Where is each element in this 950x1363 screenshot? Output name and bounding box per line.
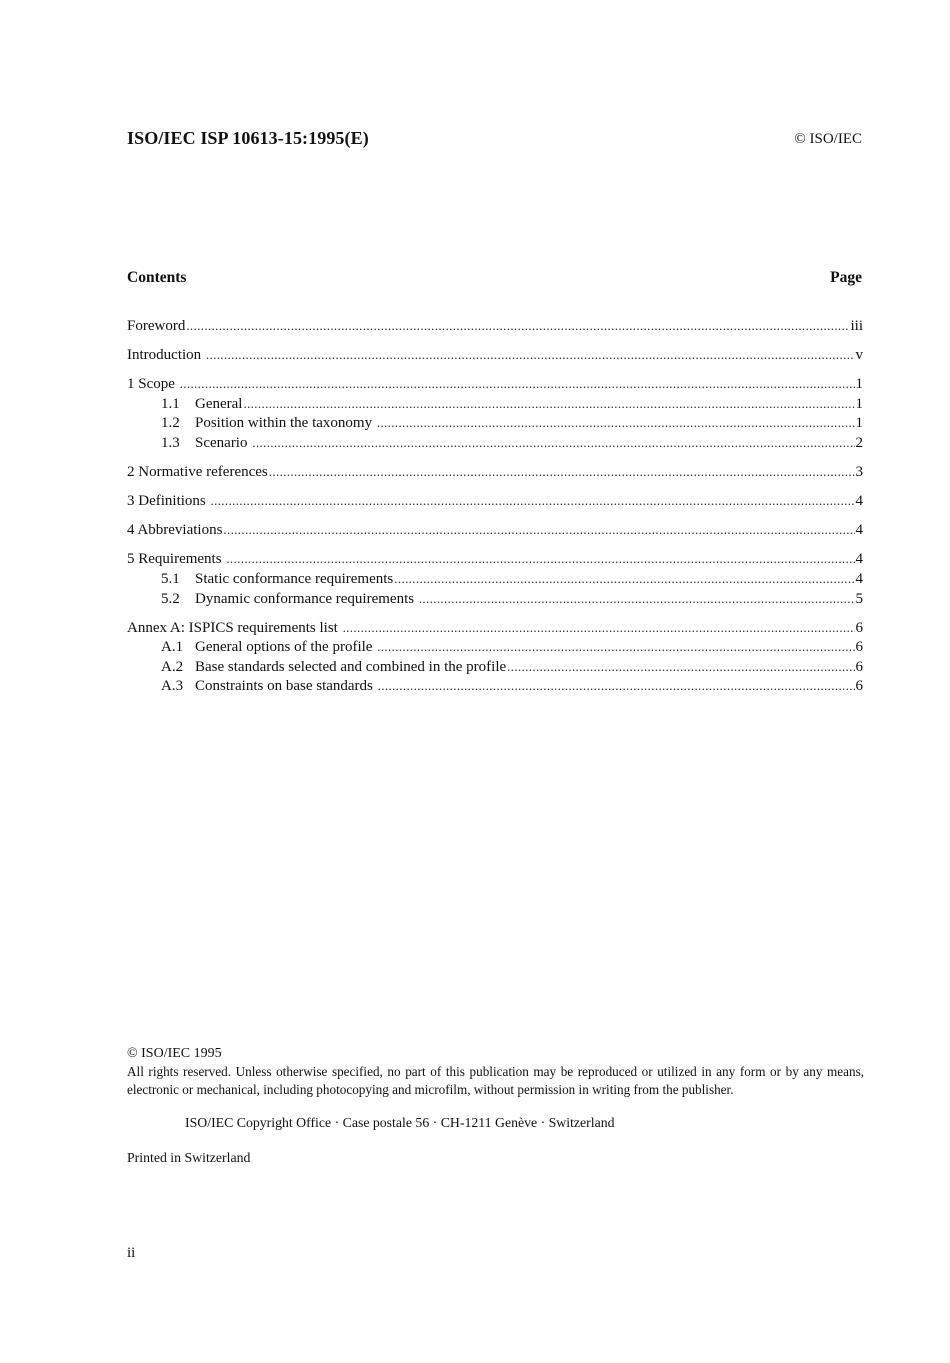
toc-subentry[interactable]	[127, 589, 863, 609]
toc-subentry[interactable]	[127, 394, 863, 414]
printed-in: Printed in Switzerland	[127, 1150, 251, 1165]
toc-group	[127, 316, 863, 336]
toc-group	[127, 491, 863, 511]
dot-leader	[377, 413, 855, 434]
dot-leader	[377, 637, 854, 658]
toc-entry[interactable]	[127, 374, 863, 394]
toc-entry-number: 1.2	[161, 415, 180, 432]
copyright-office-address: ISO/IEC Copyright Office · Case postale 56 · CH-1211 Genève · Switzerland	[185, 1115, 615, 1130]
toc-group	[127, 618, 863, 696]
toc-entry-label: Dynamic conformance requirements	[195, 590, 418, 607]
dot-leader	[211, 491, 855, 512]
toc-page-number: 6	[855, 678, 863, 695]
table-of-contents	[127, 316, 863, 706]
toc-entry-label: General	[195, 395, 243, 412]
dot-leader	[343, 618, 855, 639]
dot-leader	[269, 462, 855, 483]
dot-leader	[206, 345, 855, 366]
toc-entry-number: 1.3	[161, 434, 180, 451]
document-id: ISO/IEC ISP 10613-15:1995(E)	[127, 128, 369, 148]
page-number: ii	[127, 1245, 136, 1261]
dot-leader	[394, 569, 854, 590]
toc-entry-label: 3 Definitions	[127, 493, 210, 510]
toc-page-number: 1	[855, 395, 863, 412]
toc-entry-label: Constraints on base standards	[195, 678, 377, 695]
toc-group	[127, 345, 863, 365]
toc-page-number: v	[855, 347, 863, 364]
legal-copyright: © ISO/IEC 1995	[127, 1046, 222, 1061]
toc-entry-label: 5 Requirements	[127, 551, 226, 568]
dot-leader	[223, 520, 854, 541]
toc-page-number: 6	[855, 619, 863, 636]
toc-entry-label: 2 Normative references	[127, 464, 268, 481]
toc-entry-number: 5.1	[161, 570, 180, 587]
dot-leader	[243, 394, 854, 415]
toc-subentry[interactable]	[127, 413, 863, 433]
page-column-label: Page	[830, 269, 862, 286]
toc-entry-number: A.2	[161, 658, 184, 675]
toc-entry[interactable]	[127, 491, 863, 511]
legal-notice	[127, 1045, 864, 1099]
toc-entry-number: A.1	[161, 639, 184, 656]
toc-subentry[interactable]	[127, 657, 863, 677]
toc-page-number: 4	[855, 551, 863, 568]
rights-statement: All rights reserved. Unless otherwise specified, no part of this publication may be reproduced or utilized in any form or by any means, electronic or mechanical, including photocopying and microfilm, without permission in writing from the publisher.	[127, 1064, 864, 1097]
dot-leader	[507, 657, 854, 678]
contents-title: Contents	[127, 269, 187, 286]
toc-entry[interactable]	[127, 618, 863, 638]
toc-entry-label: Scenario	[195, 434, 252, 451]
toc-page-number: 6	[855, 658, 863, 675]
toc-entry-number: 1.1	[161, 395, 180, 412]
toc-page-number: 1	[855, 376, 863, 393]
toc-group	[127, 549, 863, 608]
toc-page-number: 2	[855, 434, 863, 451]
toc-group	[127, 374, 863, 452]
header-copyright: © ISO/IEC	[794, 131, 862, 147]
dot-leader	[186, 316, 849, 337]
toc-page-number: 5	[855, 590, 863, 607]
dot-leader	[180, 374, 855, 395]
toc-group	[127, 462, 863, 482]
dot-leader	[378, 676, 855, 697]
toc-entry-label: General options of the profile	[195, 639, 377, 656]
toc-page-number: 4	[855, 522, 863, 539]
dot-leader	[226, 549, 854, 570]
toc-entry-number: A.3	[161, 678, 184, 695]
toc-subentry[interactable]	[127, 676, 863, 696]
toc-entry[interactable]	[127, 462, 863, 482]
toc-entry-label: Static conformance requirements	[195, 570, 394, 587]
toc-page-number: 4	[855, 493, 863, 510]
toc-entry-label: Base standards selected and combined in the profile	[195, 658, 507, 675]
toc-entry-label: 4 Abbreviations	[127, 522, 223, 539]
toc-entry-label: Annex A: ISPICS requirements list	[127, 619, 342, 636]
toc-page-number: 3	[855, 464, 863, 481]
toc-page-number: iii	[850, 318, 863, 334]
toc-entry-label: 1 Scope	[127, 376, 179, 393]
toc-subentry[interactable]	[127, 569, 863, 589]
toc-page-number: 1	[855, 415, 863, 432]
toc-subentry[interactable]	[127, 433, 863, 453]
contents-heading-row	[127, 269, 862, 287]
toc-entry-number: 5.2	[161, 590, 180, 607]
toc-group	[127, 520, 863, 540]
dot-leader	[419, 589, 855, 610]
toc-entry[interactable]	[127, 549, 863, 569]
toc-entry[interactable]	[127, 345, 863, 365]
toc-subentry[interactable]	[127, 637, 863, 657]
toc-entry-label: Introduction	[127, 347, 205, 364]
toc-entry-label: Position within the taxonomy	[195, 415, 376, 432]
toc-entry[interactable]	[127, 316, 863, 336]
dot-leader	[252, 433, 854, 454]
toc-entry-label: Foreword	[127, 318, 186, 334]
toc-entry[interactable]	[127, 520, 863, 540]
toc-page-number: 4	[855, 570, 863, 587]
toc-page-number: 6	[855, 639, 863, 656]
